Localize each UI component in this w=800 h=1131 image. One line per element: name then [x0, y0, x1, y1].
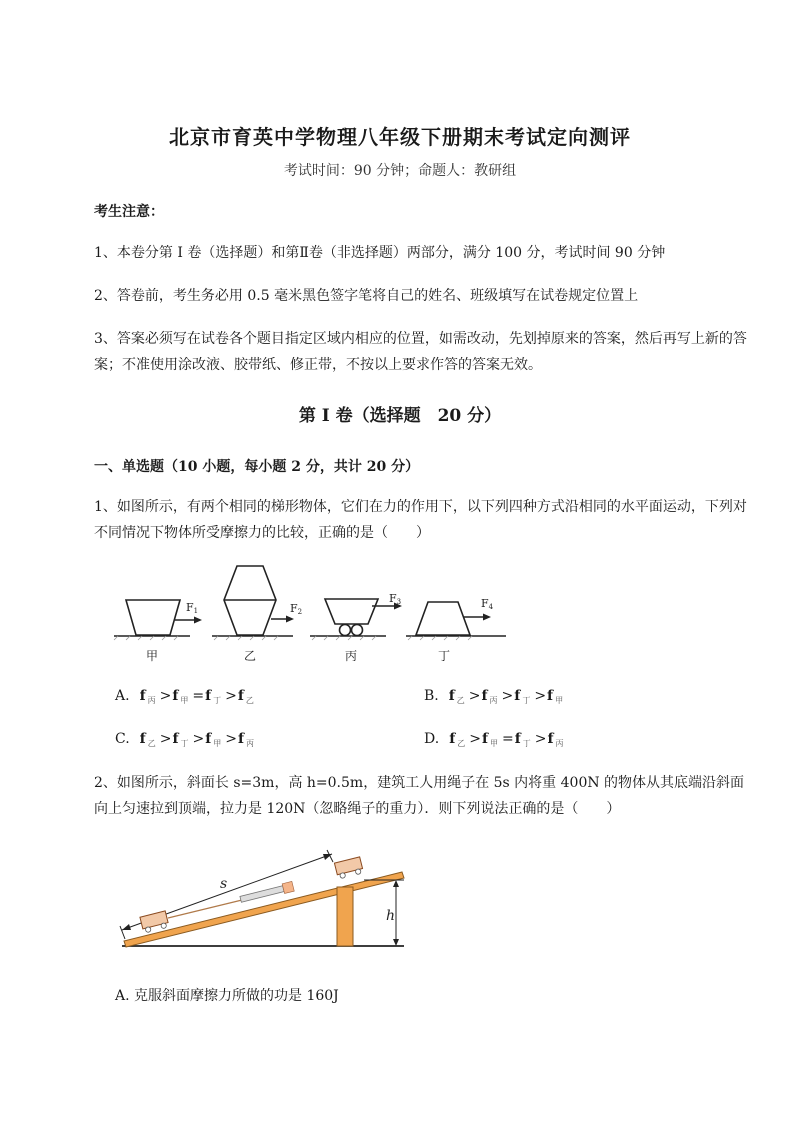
notice-item-1: 1、本卷分第 I 卷（选择题）和第Ⅱ卷（非选择题）两部分，满分 100 分，考试时间 90 分钟 [94, 245, 666, 261]
question-1-stem: 1、如图所示，有两个相同的梯形物体，它们在力的作用下，以下列四种方式沿相同的水平面运动，下列对不同情况下物体所受摩擦力的比较，正确的是（ ） [94, 499, 747, 541]
exam-info: 考试时间：90 分钟；命题人：教研组 [283, 163, 517, 179]
question-1-option-a[interactable]: A. f $_丙$ >f $_甲$ =f $_丁$ >f $_乙$ [115, 688, 254, 705]
figure-label-bing: 丙 [344, 649, 358, 663]
force-label-3: F3 [389, 592, 402, 606]
question-1-option-b[interactable]: B. f $_乙$ >f $_丙$ >f $_丁$ >f $_甲$ [424, 688, 564, 705]
height-label: h [386, 908, 396, 924]
section-title: 第 I 卷（选择题 20 分） [298, 406, 502, 426]
question-1-option-d[interactable]: D. f $_乙$ >f $_甲$ =f $_丁$ >f $_丙$ [424, 731, 564, 748]
question-2-option-a[interactable]: A. 克服斜面摩擦力所做的功是 160J [115, 988, 339, 1004]
question-1-figure [110, 562, 510, 667]
figure-label-yi: 乙 [243, 649, 257, 663]
notice-item-2: 2、答卷前，考生务必用 0.5 毫米黑色签字笔将自己的姓名、班级填写在试卷规定位置上 [94, 288, 639, 304]
force-label-2: F2 [290, 602, 303, 616]
force-label-4: F4 [481, 597, 494, 611]
question-2-figure [112, 842, 412, 954]
figure-label-jia: 甲 [145, 649, 159, 663]
question-2-stem: 2、如图所示，斜面长 s=3m，高 h=0.5m，建筑工人用绳子在 5s 内将重 400N 的物体从其底端沿斜面向上匀速拉到顶端，拉力是 120N（忽略绳子的重力）．则下列说法正确的是（ ） [94, 775, 745, 817]
figure-label-ding: 丁 [437, 649, 451, 663]
force-label-1: F1 [186, 601, 199, 615]
part-title: 一、单选题（10 小题，每小题 2 分，共计 20 分） [94, 459, 420, 475]
page-title: 北京市育英中学物理八年级下册期末考试定向测评 [169, 125, 631, 149]
notice-item-3: 3、答案必须写在试卷各个题目指定区域内相应的位置，如需改动，先划掉原来的答案，然后再写上新的答案；不准使用涂改液、胶带纸、修正带，不按以上要求作答的答案无效。 [94, 331, 747, 373]
length-label: s [220, 876, 228, 892]
question-1-option-c[interactable]: C. f $_乙$ >f $_丁$ >f $_甲$ >f $_丙$ [115, 731, 254, 748]
notice-heading: 考生注意： [94, 204, 164, 220]
